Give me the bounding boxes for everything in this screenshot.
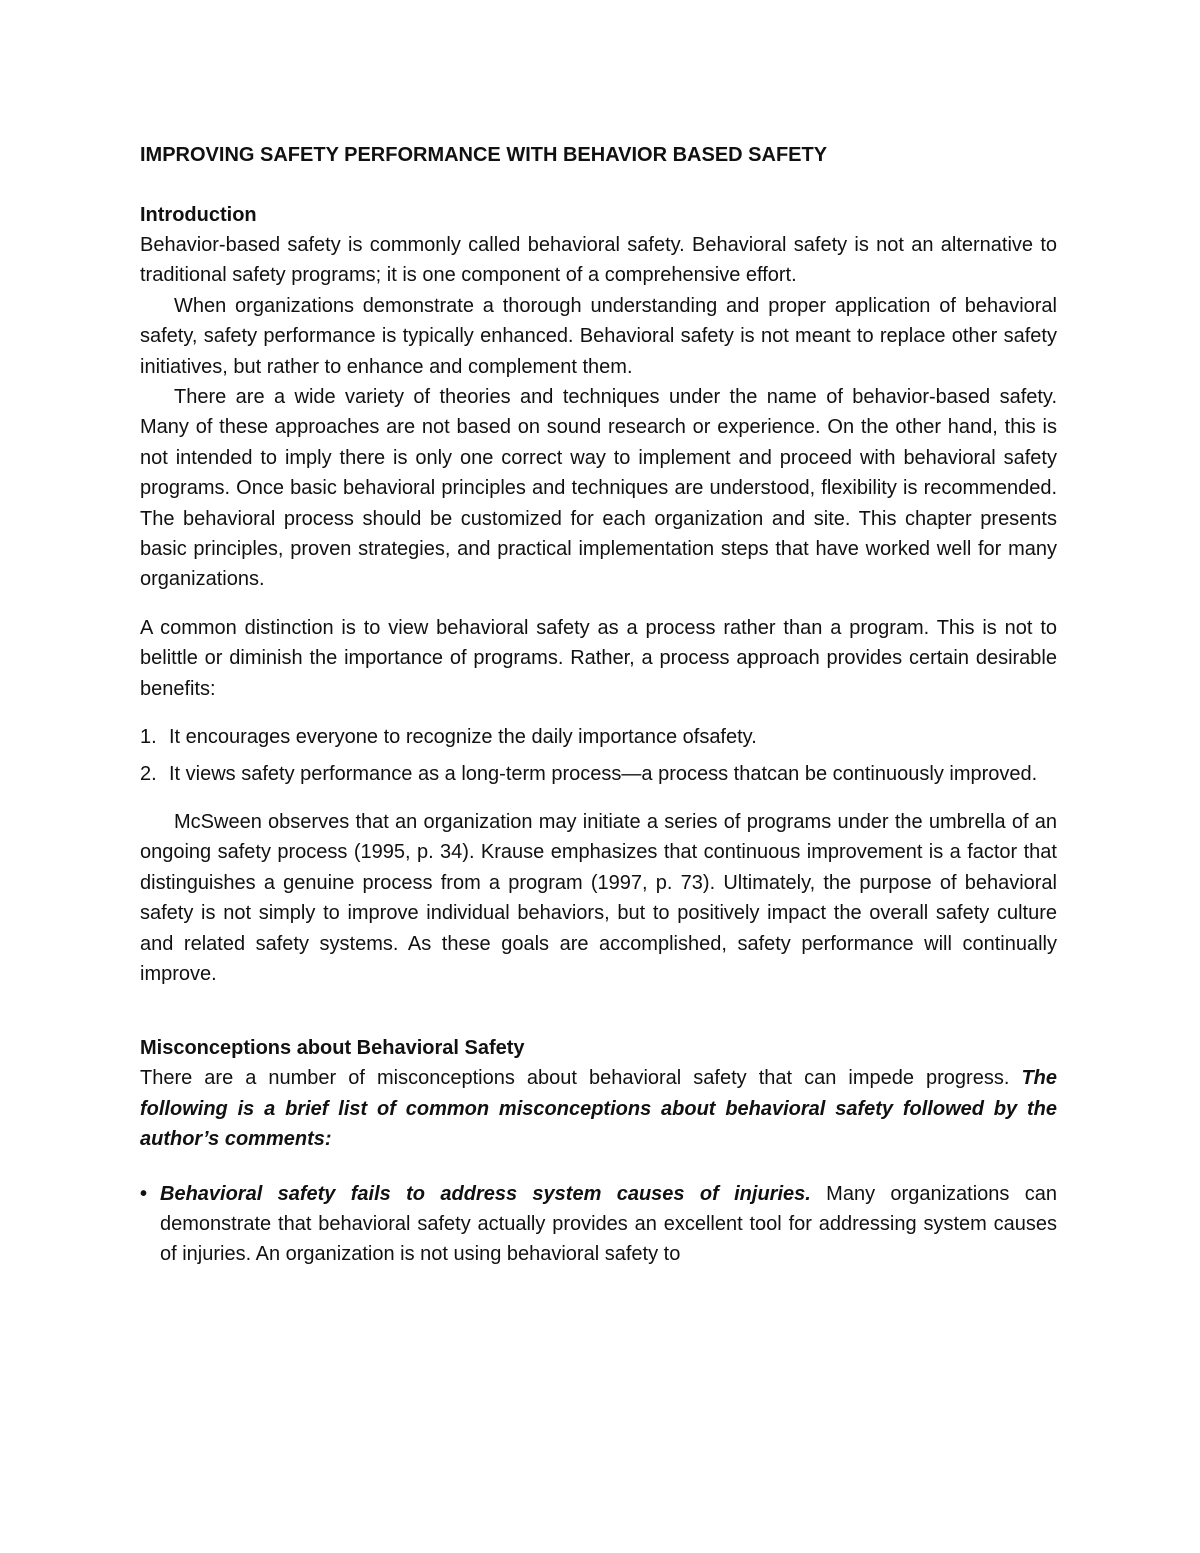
bullet-icon: • (140, 1182, 148, 1205)
intro-paragraph-3: There are a wide variety of theories and techniques under the name of behavior-based safety. Many of these approaches are not based on sound research or experience. On the other hand, this is not intended to imply there is only one correct way to implement and proceed with behavioral safety programs. Once basic behavioral principles and techniques are understood, flexibility is recommended. The behavioral process should be customized for each organization and site. This chapter presents basic principles, proven strategies, and practical implementation steps that have worked well for many organizations. (140, 386, 1057, 591)
misconceptions-intro-emphasis: The following is a brief list of common misconceptions about behavioral safety followed by the author’s comments: (140, 1067, 1057, 1151)
closing-paragraph: McSween observes that an organization may initiate a series of programs under the umbrella of an ongoing safety process (1995, p. 34). Krause emphasizes that continuous improvement is a factor that distinguishes a genuine process from a program (1997, p. 73). Ultimately, the purpose of behavioral safety is not simply to improve individual behaviors, but to positively impact the overall safety culture and related safety systems. As these goals are accomplished, safety performance will continually improve. (140, 810, 1057, 985)
misconception-item (140, 1179, 1057, 1270)
misconceptions-intro (140, 1063, 1057, 1154)
introduction-heading: Introduction (140, 204, 257, 226)
intro-paragraph-4: A common distinction is to view behavioral safety as a process rather than a program. This is not to belittle or diminish the importance of programs. Rather, a process approach provides certain desirable benefits: (140, 616, 1057, 700)
intro-paragraph-2: When organizations demonstrate a thorough understanding and proper application of behavioral safety, safety performance is typically enhanced. Behavioral safety is not meant to replace other safety initiatives, but rather to enhance and complement them. (140, 294, 1057, 378)
benefit-text: It views safety performance as a long-term process—a process thatcan be continuously improved. (169, 762, 1038, 785)
misconception-title: Behavioral safety fails to address system causes of injuries. (160, 1182, 811, 1205)
misconceptions-list (140, 1179, 1057, 1270)
misconception-body: Many organizations can demonstrate that behavioral safety actually provides an excellent tool for addressing system causes of injuries. An organization is not using behavioral safety to (160, 1182, 1057, 1266)
intro-paragraph-1: Behavior-based safety is commonly called behavioral safety. Behavioral safety is not an alternative to traditional safety programs; it is one component of a comprehensive effort. (140, 234, 1057, 287)
benefit-item (140, 722, 1057, 752)
misconceptions-intro-text: There are a number of misconceptions about behavioral safety that can impede progress. (140, 1067, 1022, 1090)
misconceptions-heading: Misconceptions about Behavioral Safety (140, 1037, 525, 1060)
benefit-number: 1. (140, 726, 157, 749)
benefit-item (140, 759, 1057, 789)
document-title: IMPROVING SAFETY PERFORMANCE WITH BEHAVIOR BASED SAFETY (140, 144, 828, 166)
benefit-text: It encourages everyone to recognize the daily importance ofsafety. (169, 726, 757, 749)
benefits-list (140, 722, 1057, 789)
document-body (140, 140, 1057, 1270)
benefit-number: 2. (140, 762, 157, 785)
